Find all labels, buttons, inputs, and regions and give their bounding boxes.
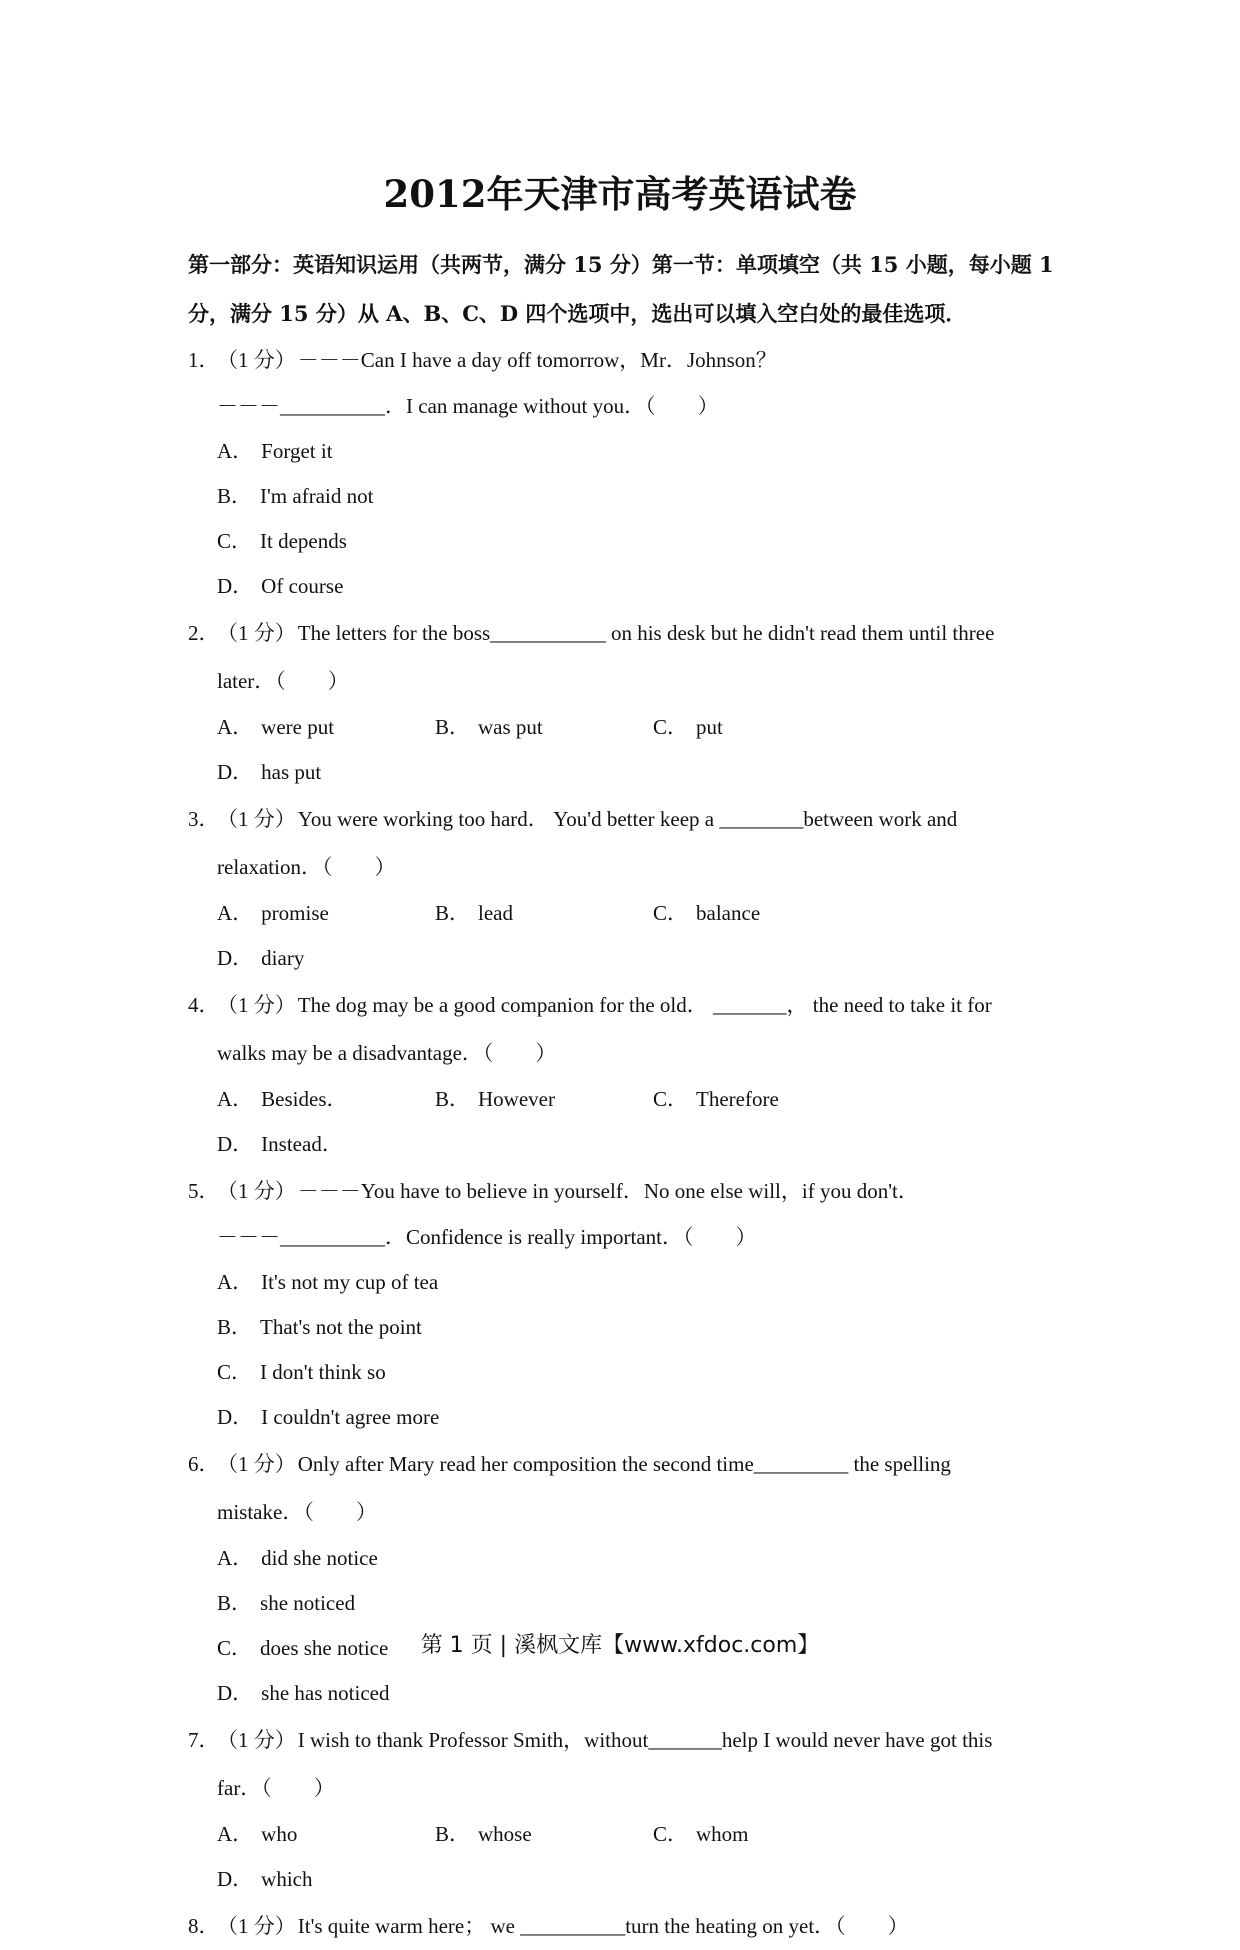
option-label: B． <box>217 1315 253 1339</box>
option-a <box>217 891 435 936</box>
option-c <box>653 891 871 936</box>
question-3 <box>188 795 1054 981</box>
option-label: A． <box>217 439 254 463</box>
option-a <box>217 1536 651 1581</box>
option-list <box>188 1077 1054 1167</box>
question-stem: It's quite warm here； we __________turn the heating on yet．（ ） <box>297 1914 909 1938</box>
question-number: 2． <box>188 621 220 645</box>
option-label: D． <box>217 574 254 598</box>
question-2 <box>188 609 1054 795</box>
question-number: 4． <box>188 993 220 1017</box>
option-text: I'm afraid not <box>260 484 374 508</box>
option-text: I couldn't agree more <box>261 1405 440 1429</box>
option-text: diary <box>261 946 305 970</box>
option-text: she noticed <box>260 1591 356 1615</box>
option-text: she has noticed <box>261 1681 390 1705</box>
option-text: Besides． <box>261 1087 348 1111</box>
question-number: 5． <box>188 1179 220 1203</box>
option-text: That's not the point <box>260 1315 422 1339</box>
option-c <box>653 705 871 750</box>
option-b <box>435 891 653 936</box>
question-stem: The letters for the boss___________ on his desk but he didn't read them until three <box>297 621 995 645</box>
option-list <box>188 1260 1054 1440</box>
option-a <box>217 1260 1051 1305</box>
option-label: D． <box>217 760 254 784</box>
question-continuation: －－－__________．Confidence is really important．（ ） <box>217 1225 757 1249</box>
option-d <box>217 1122 435 1167</box>
option-label: C． <box>653 901 689 925</box>
option-list <box>188 891 1054 981</box>
option-b <box>435 705 653 750</box>
option-label: C． <box>653 1087 689 1111</box>
option-text: promise <box>261 901 329 925</box>
question-stem: Only after Mary read her composition the second time_________ the spelling <box>297 1452 951 1476</box>
question-list <box>188 336 1054 1950</box>
option-text: put <box>696 715 723 739</box>
option-d <box>217 1857 435 1902</box>
option-d <box>217 750 435 795</box>
option-label: D． <box>217 1867 254 1891</box>
question-stem: You were working too hard． You'd better keep a ________between work and <box>297 807 958 831</box>
option-c <box>653 1812 871 1857</box>
option-b <box>435 1077 653 1122</box>
question-number: 1． <box>188 348 220 372</box>
question-7 <box>188 1716 1054 1902</box>
option-label: B． <box>217 484 253 508</box>
page-title: 2012年天津市高考英语试卷 <box>383 172 857 216</box>
question-stem-wrap: walks may be a disadvantage．（ ） <box>217 1041 557 1065</box>
option-text: Therefore <box>696 1087 779 1111</box>
question-stem: －－－You have to believe in yourself．No one else will，if you don't． <box>297 1179 919 1203</box>
question-stem-wrap: mistake．（ ） <box>217 1500 377 1524</box>
question-1 <box>188 336 1054 609</box>
question-5 <box>188 1167 1054 1440</box>
question-score: （1 分） <box>217 807 296 831</box>
option-label: C． <box>217 529 253 553</box>
option-label: B． <box>435 715 471 739</box>
option-text: balance <box>696 901 761 925</box>
option-list <box>188 429 1054 609</box>
question-stem: I wish to thank Professor Smith，without_______help I would never have got this <box>297 1728 993 1752</box>
option-label: D． <box>217 946 254 970</box>
option-a <box>217 429 651 474</box>
option-text: whom <box>696 1822 749 1846</box>
option-text: lead <box>478 901 513 925</box>
option-text: It depends <box>260 529 347 553</box>
option-label: D． <box>217 1405 254 1429</box>
option-label: B． <box>435 1087 471 1111</box>
option-b <box>217 474 651 519</box>
option-b <box>435 1812 653 1857</box>
question-number: 8． <box>188 1914 220 1938</box>
option-text: which <box>261 1867 313 1891</box>
option-d <box>217 564 651 609</box>
option-c <box>217 1350 1051 1395</box>
question-stem: －－－Can I have a day off tomorrow，Mr．Johnson？ <box>297 348 777 372</box>
option-label: A． <box>217 1087 254 1111</box>
option-text: whose <box>478 1822 532 1846</box>
option-label: A． <box>217 901 254 925</box>
question-number: 7． <box>188 1728 220 1752</box>
question-4 <box>188 981 1054 1167</box>
option-text: I don't think so <box>260 1360 386 1384</box>
option-text: does she notice <box>260 1636 389 1660</box>
question-number: 6． <box>188 1452 220 1476</box>
option-a <box>217 705 435 750</box>
question-score: （1 分） <box>217 993 296 1017</box>
question-stem-wrap: later．（ ） <box>217 669 349 693</box>
question-stem-wrap: far．（ ） <box>217 1776 335 1800</box>
option-d <box>217 936 435 981</box>
question-8 <box>188 1902 1054 1950</box>
question-score: （1 分） <box>217 1452 296 1476</box>
option-text: Instead． <box>261 1132 343 1156</box>
option-text: who <box>261 1822 298 1846</box>
question-6 <box>188 1440 1054 1716</box>
option-label: D． <box>217 1681 254 1705</box>
option-d <box>217 1671 651 1716</box>
option-a <box>217 1812 435 1857</box>
option-label: A． <box>217 1270 254 1294</box>
question-number: 3． <box>188 807 220 831</box>
option-label: C． <box>653 1822 689 1846</box>
option-text: has put <box>261 760 322 784</box>
option-label: B． <box>435 901 471 925</box>
option-list <box>188 705 1054 795</box>
question-score: （1 分） <box>217 348 296 372</box>
option-list <box>188 1812 1054 1902</box>
option-text: It's not my cup of tea <box>261 1270 439 1294</box>
option-a <box>217 1077 435 1122</box>
question-stem-wrap: relaxation．（ ） <box>217 855 396 879</box>
option-text: However <box>478 1087 555 1111</box>
option-text: Of course <box>261 574 344 598</box>
option-label: C． <box>653 715 689 739</box>
option-text: Forget it <box>261 439 333 463</box>
question-score: （1 分） <box>217 621 296 645</box>
question-score: （1 分） <box>217 1179 296 1203</box>
option-label: D． <box>217 1132 254 1156</box>
page-footer: 第 1 页 | 溪枫文库【www.xfdoc.com】 <box>420 1633 820 1658</box>
question-score: （1 分） <box>217 1914 296 1938</box>
option-c <box>217 519 651 564</box>
option-label: A． <box>217 1822 254 1846</box>
question-continuation: －－－__________．I can manage without you．（ ） <box>217 394 719 418</box>
option-label: A． <box>217 1546 254 1570</box>
option-list <box>188 1536 1054 1716</box>
question-stem: The dog may be a good companion for the old． _______， the need to take it for <box>297 993 992 1017</box>
question-score: （1 分） <box>217 1728 296 1752</box>
option-text: was put <box>478 715 543 739</box>
option-label: B． <box>217 1591 253 1615</box>
option-label: C． <box>217 1636 253 1660</box>
option-b <box>217 1581 651 1626</box>
option-c <box>653 1077 871 1122</box>
option-b <box>217 1305 1051 1350</box>
option-label: C． <box>217 1360 253 1384</box>
option-text: did she notice <box>261 1546 378 1570</box>
option-label: A． <box>217 715 254 739</box>
option-text: were put <box>261 715 335 739</box>
option-label: B． <box>435 1822 471 1846</box>
section-header: 第一部分：英语知识运用（共两节，满分 15 分）第一节：单项填空（共 15 小题，每小题 1 分，满分 15 分）从 A、B、C、D 四个选项中，选出可以填入空白处的最佳选项． <box>188 252 1054 326</box>
option-d <box>217 1395 1051 1440</box>
